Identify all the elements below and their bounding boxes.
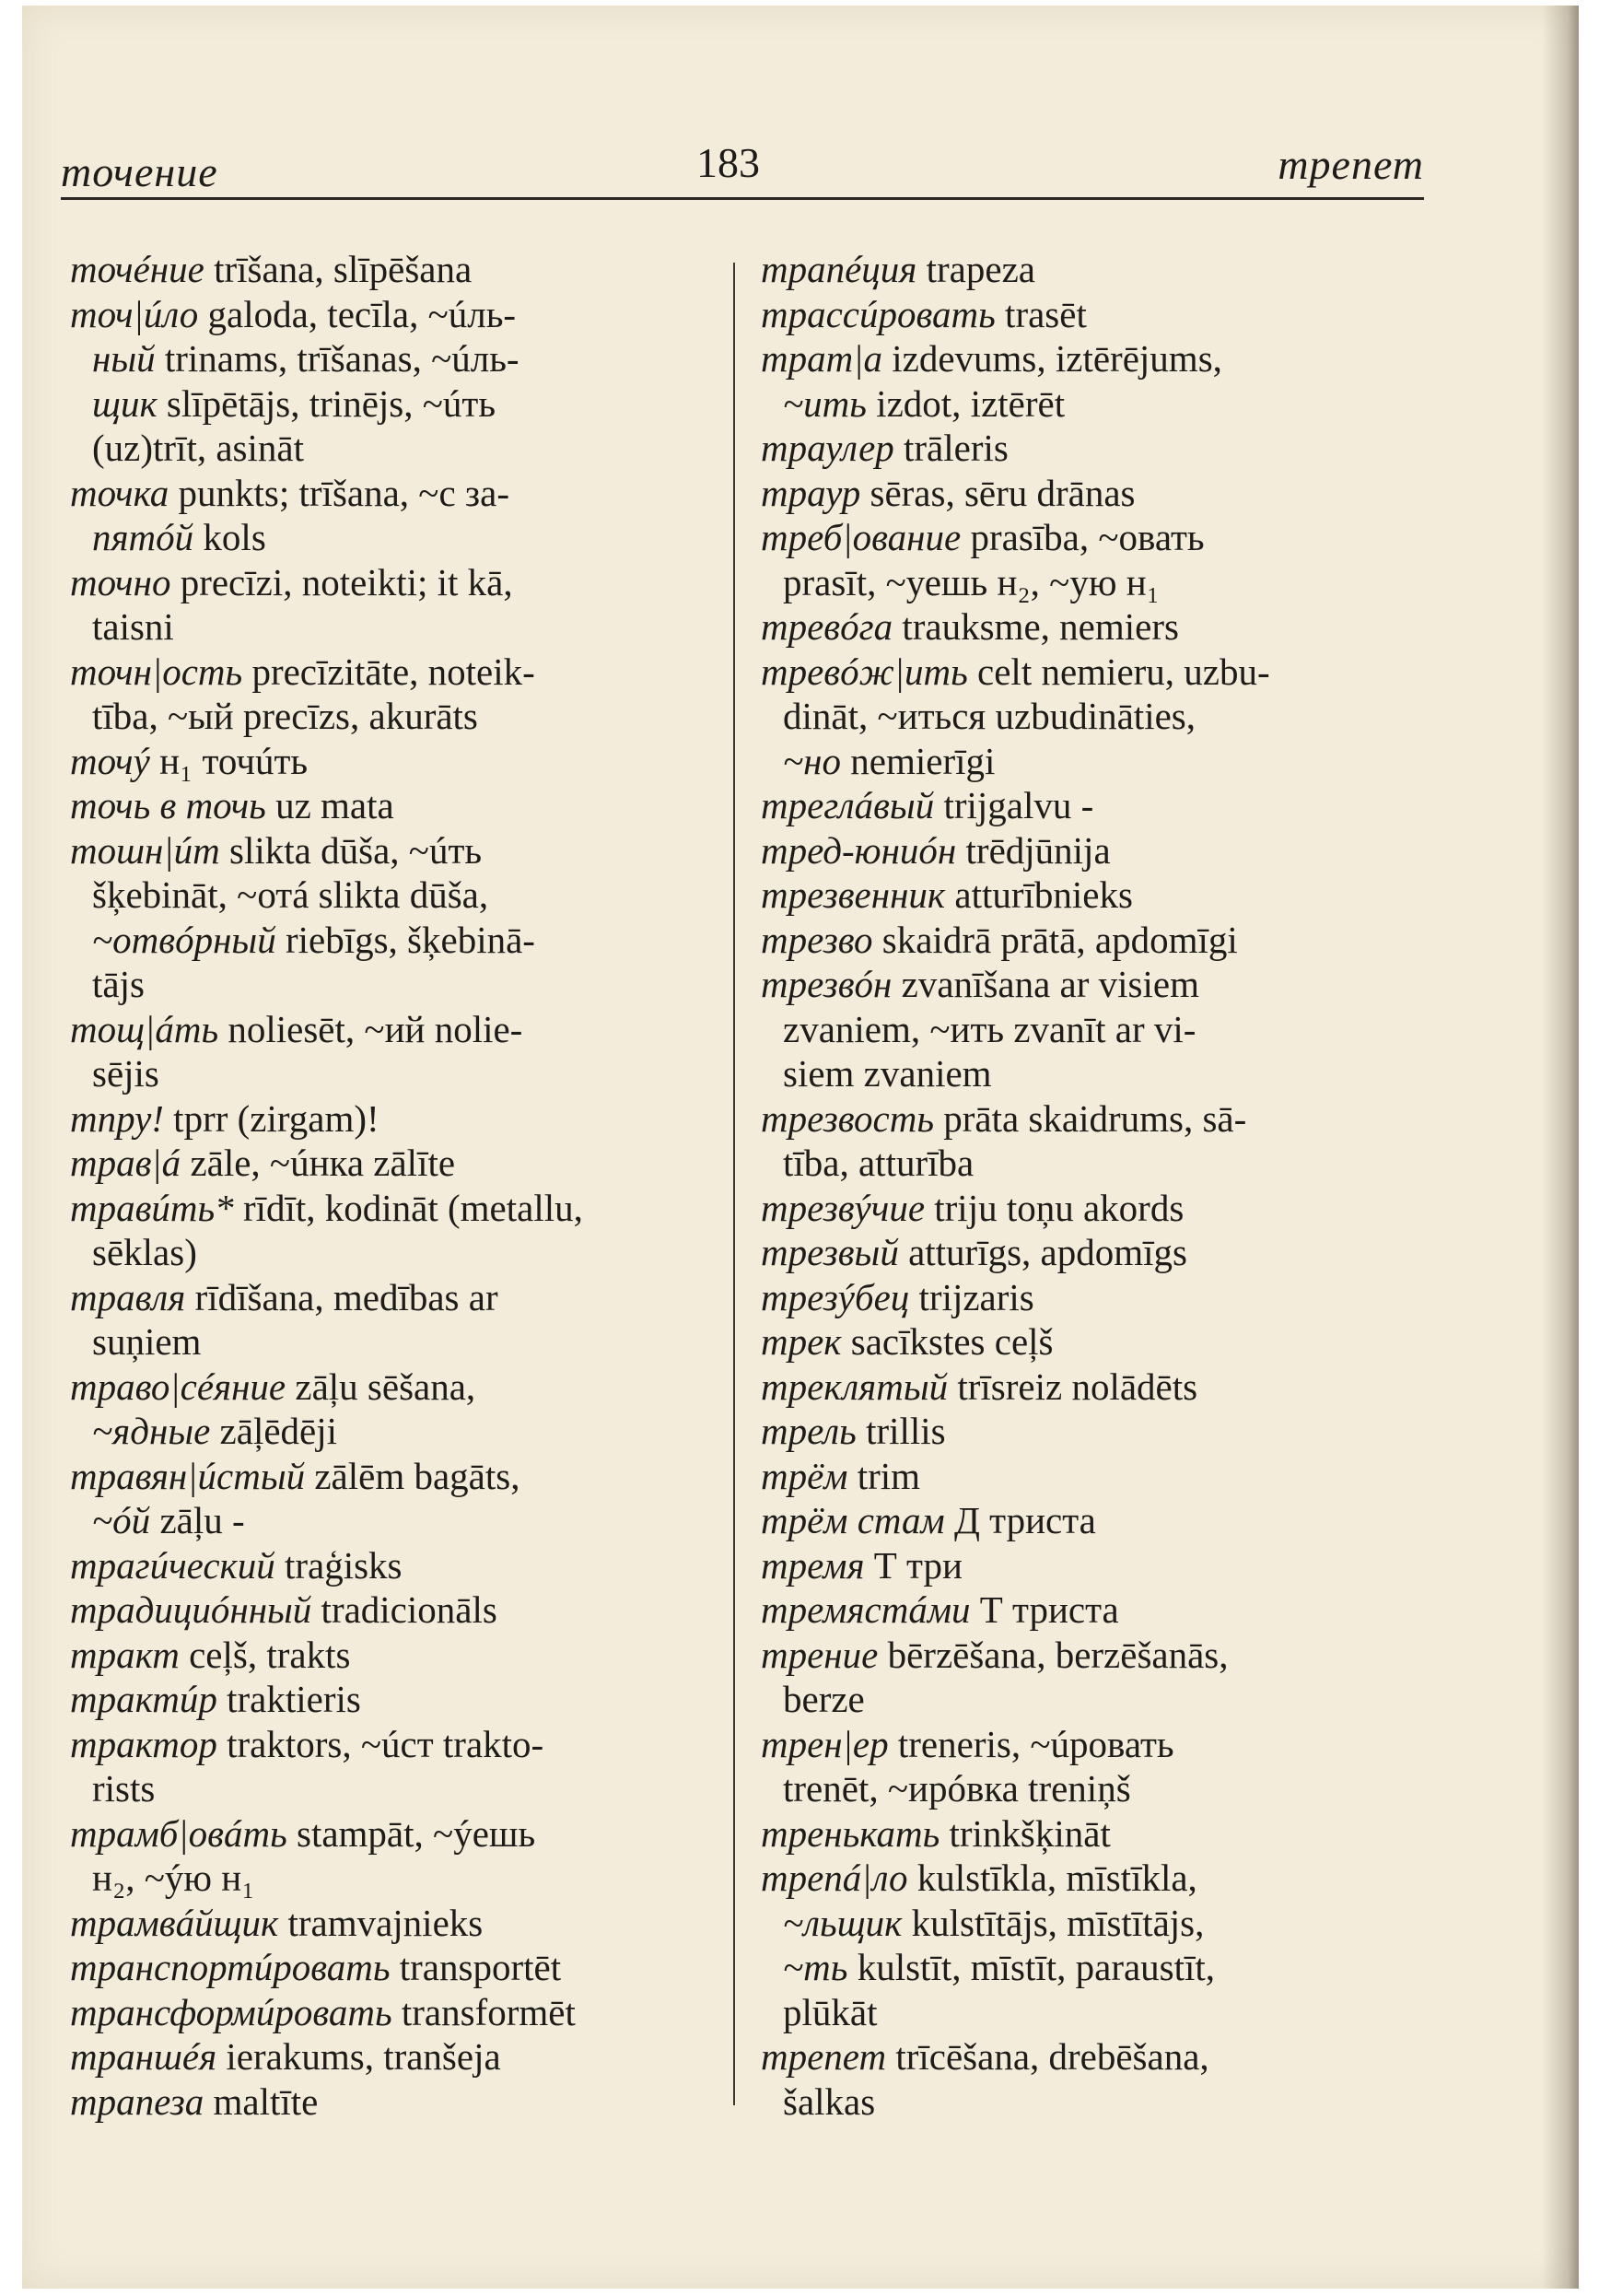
- translation: prāta skaidrums, sā-: [933, 1096, 1247, 1140]
- translation: zāļu -: [150, 1499, 245, 1541]
- page-spine-shadow: [1542, 6, 1579, 2289]
- translation: Д триста: [944, 1499, 1096, 1541]
- headword: тремя: [761, 1543, 865, 1587]
- entry-line: [70, 1543, 715, 1588]
- headword: траншéя: [70, 2035, 217, 2078]
- translation: (uz)trīt, asināt: [92, 427, 304, 469]
- headword: трепá|ло: [761, 1857, 908, 1899]
- entry-line: [70, 1319, 715, 1365]
- entry-line: [70, 1007, 715, 1052]
- entry-line: [70, 247, 715, 292]
- entry-line: [70, 1811, 715, 1857]
- translation: zāle, ~úнка zālīte: [181, 1142, 456, 1184]
- headword: трассúровать: [761, 292, 996, 335]
- entry-line: [761, 381, 1461, 427]
- entry-line: [761, 1633, 1461, 1678]
- headword: трель: [761, 1410, 857, 1452]
- headword: щик: [92, 381, 158, 425]
- headword: траулер: [761, 427, 894, 469]
- translation: tība, atturība: [783, 1142, 975, 1184]
- entry-line: [761, 560, 1461, 605]
- headword: трезвый: [761, 1231, 899, 1273]
- entry-line: [70, 381, 715, 427]
- entry-line: [70, 426, 715, 471]
- translation: treneris, ~úровать: [888, 1722, 1174, 1765]
- entry-line: [70, 828, 715, 873]
- headword: травян|úстый: [70, 1454, 306, 1497]
- translation: rists: [92, 1767, 156, 1810]
- translation: trinams, trīšanas, ~úль-: [155, 337, 519, 380]
- entry-line: [761, 471, 1461, 516]
- translation: tprr (zirgam)!: [163, 1096, 379, 1140]
- entry-line: [70, 336, 715, 381]
- translation: dināt, ~иться uzbudināties,: [783, 695, 1196, 737]
- entry-line: [70, 739, 715, 784]
- translation: celt nemieru, uzbu-: [967, 650, 1270, 693]
- entry-line: [70, 2079, 715, 2125]
- entry-line: [761, 515, 1461, 560]
- translation: trillis: [856, 1410, 946, 1452]
- translation: sacīkstes ceļš: [841, 1320, 1054, 1363]
- entry-line: [70, 1409, 715, 1454]
- translation: skaidrā prātā, apdomīgi: [872, 918, 1238, 961]
- entry-line: [761, 247, 1461, 292]
- translation: sējis: [92, 1052, 159, 1095]
- headword: тощ|áть: [70, 1007, 219, 1050]
- translation: trāleris: [893, 427, 1009, 469]
- translation: trīsreiz nolādēts: [948, 1365, 1198, 1408]
- translation: slīpētājs, trinējs, ~úть: [157, 381, 496, 425]
- headword: трепет: [761, 2035, 887, 2078]
- entry-line: [761, 292, 1461, 337]
- translation: galoda, tecīla, ~úль-: [198, 292, 517, 335]
- headword: точка: [70, 471, 169, 514]
- entry-line: [70, 1096, 715, 1142]
- headword: травля: [70, 1275, 186, 1318]
- entry-line: [761, 1990, 1461, 2035]
- entry-line: [761, 1811, 1461, 1857]
- entry-line: [70, 962, 715, 1007]
- headword: точéние: [70, 248, 204, 290]
- headword: точь в точь: [70, 784, 266, 826]
- entry-line: [761, 1051, 1461, 1096]
- headword: трек: [761, 1320, 842, 1363]
- entry-line: [761, 1587, 1461, 1633]
- entry-line: [761, 1186, 1461, 1231]
- translation: transformēt: [391, 1990, 576, 2033]
- translation: trīcēšana, drebēšana,: [886, 2035, 1209, 2078]
- headword: треб|ование: [761, 516, 962, 558]
- translation: zāļēdēji: [210, 1410, 338, 1452]
- entry-line: [761, 1319, 1461, 1365]
- entry-line: [761, 739, 1461, 784]
- headword: треглáвый: [761, 784, 935, 826]
- headword: тревóга: [761, 605, 893, 648]
- entry-line: [70, 2034, 715, 2079]
- translation: trasēt: [995, 292, 1087, 335]
- entry-line: [70, 1498, 715, 1543]
- translation: traktors, ~úст trakto-: [216, 1722, 544, 1765]
- entry-line: [70, 1141, 715, 1186]
- headword: тред-юниóн: [761, 828, 957, 872]
- translation: noliesēt, ~ий nolie-: [218, 1007, 523, 1050]
- translation: traģisks: [274, 1543, 403, 1587]
- headword: трактор: [70, 1722, 217, 1765]
- entry-line: [70, 918, 715, 963]
- entry-line: [761, 1141, 1461, 1186]
- translation: н₂, ~ýю н₁: [92, 1857, 255, 1899]
- translation: nemierīgi: [841, 739, 996, 782]
- headword: ~óй: [92, 1499, 151, 1541]
- translation: precīzi, noteikti; it kā,: [170, 560, 513, 603]
- column-divider: [733, 263, 735, 2105]
- translation: sēklas): [92, 1231, 197, 1273]
- entry-line: [761, 828, 1461, 873]
- entry-line: [70, 1587, 715, 1633]
- entry-line: [761, 604, 1461, 650]
- headword: ~ить: [783, 381, 867, 425]
- headword: траво|сéяние: [70, 1365, 286, 1408]
- translation: trinkšķināt: [940, 1811, 1111, 1855]
- entry-line: [70, 1633, 715, 1678]
- entry-line: [70, 1945, 715, 1990]
- headword: тпру!: [70, 1096, 164, 1140]
- translation: kols: [193, 516, 266, 558]
- translation: tājs: [92, 963, 145, 1005]
- translation: šķebināt, ~отá slikta dūša,: [92, 873, 489, 916]
- headword: транспортúровать: [70, 1946, 391, 1988]
- translation: atturībnieks: [945, 873, 1133, 916]
- entry-line: [761, 1856, 1461, 1901]
- entry-line: [761, 1454, 1461, 1499]
- translation: kulstīt, mīstīt, paraustīt,: [847, 1946, 1216, 1988]
- headword: трапеза: [70, 2079, 204, 2123]
- translation: rīdīšana, medības ar: [185, 1275, 498, 1318]
- translation: tība, ~ый precīzs, akurāts: [92, 695, 478, 737]
- headword: тракт: [70, 1633, 180, 1676]
- entry-line: [70, 650, 715, 695]
- translation: prasība, ~овать: [961, 516, 1205, 558]
- translation: zālēm bagāts,: [305, 1454, 520, 1497]
- translation: trijzaris: [909, 1275, 1034, 1318]
- headword: трансформúровать: [70, 1990, 392, 2033]
- translation: izdevums, iztērējums,: [882, 337, 1222, 380]
- translation: atturīgs, apdomīgs: [898, 1231, 1187, 1273]
- translation: suņiem: [92, 1320, 202, 1363]
- headword: точ|úло: [70, 292, 199, 335]
- entry-line: [761, 1945, 1461, 1990]
- translation: stampāt, ~ýешь: [286, 1811, 536, 1855]
- headword: трение: [761, 1633, 879, 1676]
- entry-line: [70, 604, 715, 650]
- headword: трамб|овáть: [70, 1811, 287, 1855]
- headword: тошн|úт: [70, 828, 220, 872]
- translation: ierakums, tranšeja: [216, 2035, 501, 2078]
- headword: точн|ость: [70, 650, 243, 693]
- headword: ный: [92, 337, 156, 380]
- headword: трамвáйщик: [70, 1901, 279, 1944]
- headword: ~ядные: [92, 1410, 211, 1452]
- entry-line: [761, 918, 1461, 963]
- entry-line: [70, 1722, 715, 1767]
- entry-line: [70, 694, 715, 739]
- headword: точно: [70, 560, 171, 603]
- translation: rīdīt, kodināt (metallu,: [233, 1186, 583, 1229]
- headword: тревóж|ить: [761, 650, 968, 693]
- headword: пятóй: [92, 516, 194, 558]
- translation: uz mata: [265, 784, 394, 826]
- entry-line: [761, 783, 1461, 828]
- entry-line: [70, 471, 715, 516]
- translation: triju toņu akords: [925, 1186, 1185, 1229]
- translation: precīzitāte, noteik-: [242, 650, 535, 693]
- entry-line: [70, 1365, 715, 1410]
- translation: izdot, iztērēt: [866, 381, 1066, 425]
- entry-line: [70, 292, 715, 337]
- translation: zvaniem, ~ить zvanīt ar vi-: [783, 1007, 1196, 1050]
- translation: trijgalvu -: [934, 784, 1094, 826]
- translation: traktieris: [216, 1678, 361, 1720]
- translation: ceļš, trakts: [179, 1633, 351, 1676]
- headword: трезвость: [761, 1096, 934, 1140]
- translation: bērzēšana, berzēšanās,: [878, 1633, 1229, 1676]
- translation: transportēt: [390, 1946, 562, 1988]
- entry-line: [70, 560, 715, 605]
- translation: zāļu sēšana,: [286, 1365, 476, 1408]
- entry-line: [70, 1990, 715, 2035]
- entry-line: [761, 2079, 1461, 2125]
- entry-line: [70, 1766, 715, 1811]
- entry-line: [70, 1230, 715, 1275]
- entry-line: [761, 1677, 1461, 1722]
- translation: prasīt, ~уешь н₂, ~ую н₁: [783, 560, 1160, 603]
- headword: ~ть: [783, 1946, 848, 1988]
- headword: трактúр: [70, 1678, 217, 1720]
- headword: трапéция: [761, 248, 917, 290]
- headword: точý: [70, 739, 150, 782]
- entry-line: [70, 515, 715, 560]
- translation: trim: [847, 1454, 921, 1497]
- headword: ~льщик: [783, 1901, 903, 1944]
- translation: zvanīšana ar visiem: [892, 963, 1199, 1005]
- translation: trenēt, ~ирóвка treniņš: [783, 1767, 1131, 1810]
- entry-line: [761, 1275, 1461, 1320]
- entry-line: [70, 1051, 715, 1096]
- translation: slikta dūša, ~úть: [219, 828, 483, 872]
- headword: трат|а: [761, 337, 882, 380]
- headword: траур: [761, 471, 861, 514]
- translation: berze: [783, 1678, 865, 1720]
- translation: kulstīkla, mīstīkla,: [907, 1857, 1197, 1899]
- entry-line: [761, 1901, 1461, 1946]
- headword: тренькать: [761, 1811, 940, 1855]
- headword: трен|ер: [761, 1722, 889, 1765]
- page-number: 183: [696, 139, 760, 186]
- entry-line: [761, 1766, 1461, 1811]
- headword: трём стам: [761, 1499, 945, 1541]
- entry-line: [761, 1007, 1461, 1052]
- translation: punkts; trīšana, ~с за-: [169, 471, 509, 514]
- entry-line: [761, 1722, 1461, 1767]
- entry-line: [70, 1901, 715, 1946]
- headword: традициóнный: [70, 1588, 312, 1631]
- translation: plūkāt: [783, 1990, 878, 2033]
- headword: ~отвóрный: [92, 918, 276, 961]
- translation: trauksme, nemiers: [893, 605, 1179, 648]
- headword: ~но: [783, 739, 842, 782]
- entry-line: [761, 1409, 1461, 1454]
- headword: трём: [761, 1454, 848, 1497]
- headword: тремястáми: [761, 1588, 971, 1631]
- entry-line: [70, 1454, 715, 1499]
- translation: trīšana, slīpēšana: [204, 248, 473, 290]
- translation: Т три: [864, 1543, 963, 1587]
- entry-line: [70, 1186, 715, 1231]
- translation: riebīgs, šķebinā-: [275, 918, 535, 961]
- headword: трагúческий: [70, 1543, 275, 1587]
- translation: Т триста: [970, 1588, 1119, 1631]
- translation: trēdjūnija: [956, 828, 1111, 872]
- headword: треклятый: [761, 1365, 949, 1408]
- headword: трезвóн: [761, 963, 893, 1005]
- entry-line: [761, 1230, 1461, 1275]
- headword: трезýбец: [761, 1275, 910, 1318]
- translation: taisni: [92, 605, 174, 648]
- entry-line: [70, 873, 715, 918]
- page-header: [61, 138, 1424, 203]
- entry-line: [761, 336, 1461, 381]
- entry-line: [761, 873, 1461, 918]
- headword: трезво: [761, 918, 873, 961]
- header-first-entry: точение: [61, 148, 218, 195]
- translation: tradicionāls: [311, 1588, 497, 1631]
- entry-line: [761, 650, 1461, 695]
- translation: šalkas: [783, 2079, 876, 2123]
- entry-line: [761, 426, 1461, 471]
- right-column: [761, 247, 1461, 2124]
- translation: н₁ точúть: [149, 739, 309, 782]
- headword: травúть*: [70, 1186, 234, 1229]
- entry-line: [70, 1275, 715, 1320]
- headword: трав|á: [70, 1142, 181, 1184]
- entry-line: [761, 1498, 1461, 1543]
- translation: tramvajnieks: [278, 1901, 484, 1944]
- entry-line: [70, 783, 715, 828]
- entry-line: [761, 1365, 1461, 1410]
- headword: трезвýчие: [761, 1186, 926, 1229]
- entry-line: [761, 1543, 1461, 1588]
- left-column: [70, 247, 715, 2124]
- translation: kulstītājs, mīstītājs,: [902, 1901, 1205, 1944]
- header-rule: [61, 197, 1424, 200]
- entry-line: [761, 2034, 1461, 2079]
- translation: siem zvaniem: [783, 1052, 992, 1095]
- translation: maltīte: [204, 2079, 319, 2123]
- entry-line: [761, 1096, 1461, 1142]
- translation: trapeza: [916, 248, 1035, 290]
- headword: трезвенник: [761, 873, 946, 916]
- entry-line: [70, 1856, 715, 1901]
- header-last-entry: трепет: [1278, 141, 1424, 188]
- entry-line: [70, 1677, 715, 1722]
- entry-line: [761, 694, 1461, 739]
- entry-line: [761, 962, 1461, 1007]
- translation: sēras, sēru drānas: [860, 471, 1136, 514]
